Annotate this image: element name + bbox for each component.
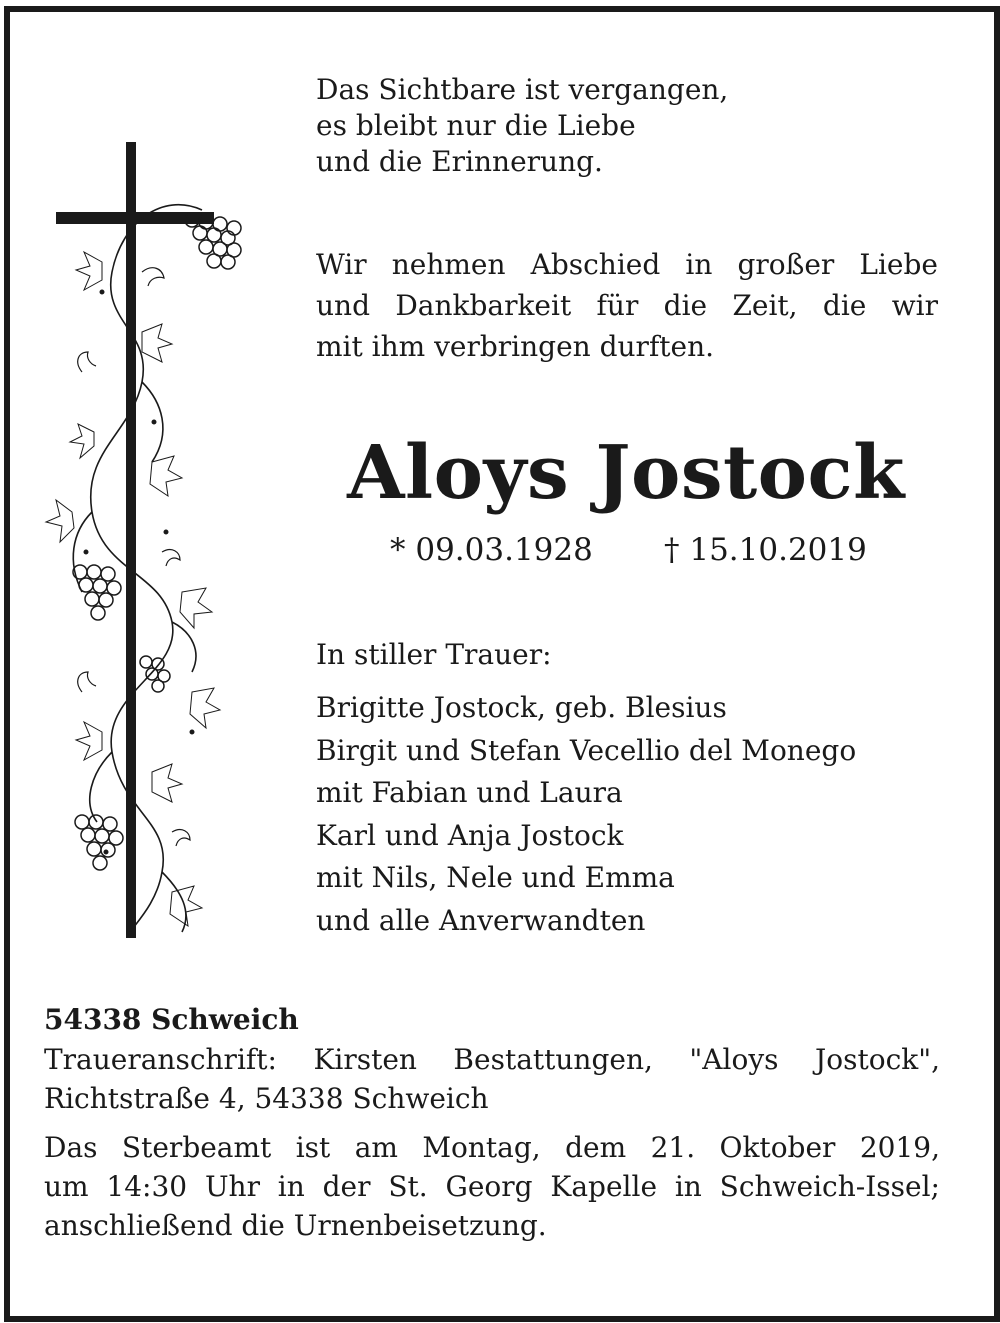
mourner-line: Birgit und Stefan Vecellio del Monego [316, 733, 857, 767]
farewell-line: und Dankbarkeit für die Zeit, die wir [316, 289, 938, 322]
deceased-name: Aloys Jostock [347, 430, 905, 516]
quote-line: Das Sichtbare ist vergangen, [316, 73, 729, 106]
quote-line: es bleibt nur die Liebe [316, 109, 636, 142]
service-line: Das Sterbeamt ist am Montag, dem 21. Oktober 2019, [44, 1131, 940, 1164]
service-line: anschließend die Urnenbeisetzung. [44, 1209, 547, 1242]
farewell-line: Wir nehmen Abschied in großer Liebe [316, 248, 938, 281]
farewell-text [316, 244, 938, 367]
mourning-heading: In stiller Trauer: [316, 638, 552, 671]
mourner-line: mit Fabian und Laura [316, 776, 623, 809]
mourner-line: Brigitte Jostock, geb. Blesius [316, 691, 727, 724]
address-line: Traueranschrift: Kirsten Bestattungen, "Aloys Jostock", [44, 1043, 940, 1076]
address-line: Richtstraße 4, 54338 Schweich [44, 1082, 489, 1115]
farewell-line: mit ihm verbringen durften. [316, 330, 715, 363]
service-line: um 14:30 Uhr in der St. Georg Kapelle in Schweich-Issel; [44, 1170, 940, 1203]
cross-with-grapevine-icon [42, 132, 252, 942]
mourners-list [316, 687, 938, 942]
quote-block [316, 72, 938, 180]
mourner-line: Karl und Anja Jostock [316, 818, 624, 852]
mourner-line: mit Nils, Nele und Emma [316, 861, 675, 894]
birth-date: * 09.03.1928 [390, 532, 593, 568]
service-info [44, 1128, 940, 1245]
mourning-address [44, 1040, 940, 1118]
quote-line: und die Erinnerung. [316, 145, 603, 178]
death-date: † 15.10.2019 [664, 532, 867, 568]
mourner-line: und alle Anverwandten [316, 903, 646, 937]
place-heading: 54338 Schweich [44, 1003, 299, 1036]
